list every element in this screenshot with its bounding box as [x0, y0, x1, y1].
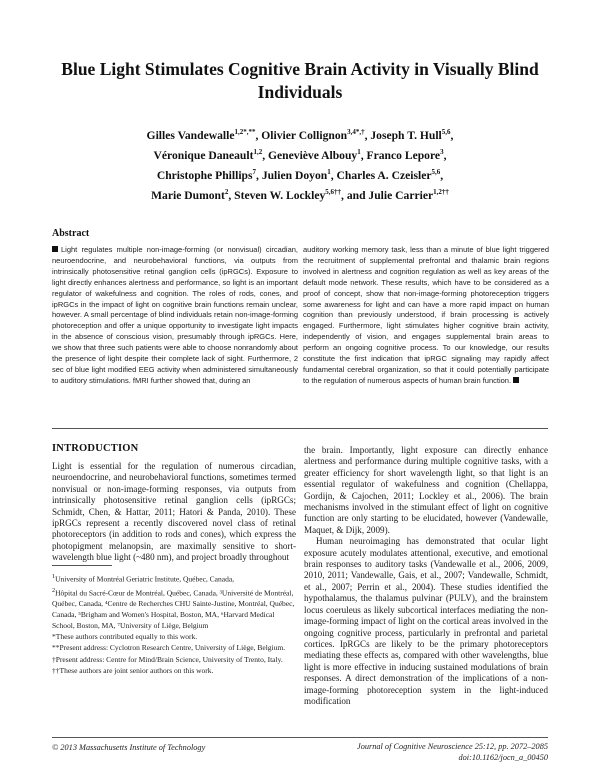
journal-name: Journal of Cognitive Neuroscience 25:12, pp. 2072–2085 — [357, 742, 548, 751]
author: Steven W. Lockley$^{5,6\dagger\dagger}$, — [234, 188, 347, 203]
abstract-left-column: Light regulates multiple non-image-forming (or nonvisual) circadian, neuroendocrine, and neurobehavioral functions, via outputs from intrinsically photosensitive retinal ganglion cells (ipRGCs). Exposure to light directly enhances alertness and performance, so light is an important regulator of wakefulness and cognition. The roles of rods, cones, and ipRGCs in the impact of light on cognitive brain functions remain unclear, however. A small percentage of blind individuals retain non-image-forming photoreception and offer a unique opportunity to investigate light impacts in the absence of conscious vision, presumably through ipRGCs. Here, we show that three such patients were able to choose nonrandomly about the presence of light despite their complete lack of sight. Furthermore, 2 sec of blue light modified EEG activity when administered simultaneously to auditory stimulations. fMRI further showed that, during an — [52, 245, 298, 385]
footer-divider — [52, 737, 548, 738]
abstract-heading: Abstract — [52, 228, 90, 239]
footnote: **Present address: Cyclotron Research Centre, University of Liège, Belgium. — [52, 643, 286, 653]
section-divider — [52, 428, 548, 429]
author: and Julie Carrier$^{1,2\dagger\dagger}$ — [346, 188, 449, 203]
author: Gilles Vandewalle$^{1,2*,**}$, — [146, 128, 262, 142]
author-list — [80, 124, 520, 204]
footnote-divider — [52, 565, 112, 566]
abstract-right-column: auditory working memory task, less than a minute of blue light triggered the recruitment of supplemental prefrontal and thalamic brain regions involved in alertness and cognition regulation as well as key areas of the default mode network. These results, which have to be considered as a proof of concept, show that non-image-forming photoreception triggers some awareness for light and can have a more rapid impact on human cognition than previously understood, if brain processing is actively engaged. Furthermore, light stimulates higher cognitive brain activity, independently of vision, and engages supplemental brain areas to perform an ongoing cognitive process. To our knowledge, our results constitute the first indication that ipRGC signaling may rapidly affect fundamental cerebral organization, so that it could potentially participate to the regulation of numerous aspects of human brain function. — [303, 245, 549, 385]
author: Marie Dumont$^2$, — [151, 188, 235, 203]
doi-text: doi:10.1162/jocn_a_00450 — [458, 753, 548, 762]
footnote: ††These authors are joint senior authors on this work. — [52, 665, 214, 675]
square-end-icon — [513, 377, 519, 383]
copyright-notice: © 2013 Massachusetts Institute of Technology — [52, 743, 206, 752]
author: Charles A. Czeisler$^{5,6}$, — [336, 168, 444, 182]
author: Olivier Collignon$^{3,4*,\dagger}$, — [261, 128, 371, 142]
introduction-right-column — [304, 445, 548, 707]
author: Véronique Daneault$^{1,2}$, — [153, 148, 269, 162]
author: Joseph T. Hull$^{5,6}$, — [370, 128, 454, 142]
footnote: †Present address: Centre for Mind/Brain Science, University of Trento, Italy. — [52, 654, 283, 664]
footnote: $^1$University of Montréal Geriatric Institute, Québec, Canada, — [52, 573, 235, 584]
author: Julien Doyon$^1$, — [261, 168, 337, 182]
paragraph: the brain. Importantly, light exposure can directly enhance alertness and performance during multiple cognitive tasks, with a greater efficiency for short wavelength light, so that light is an essential regulator of wakefulness and cognition (Chellappa, Gordijn, & Cajochen, 2011; Lockley et al., 2006). The brain mechanisms involved in the stimulant effect of light on cognitive function are only starting to be elucidated, however (Vandewalle, Maquet, & Dijk, 2009). — [304, 445, 548, 535]
affiliation-footnotes — [52, 572, 296, 677]
introduction-left-column — [52, 461, 296, 564]
paragraph: Light is essential for the regulation of numerous circadian, neuroendocrine, and neurobehavioral functions, sometimes termed nonvisual or non-image-forming responses, via outputs from intrinsically photosensitive retinal ganglion cells (ipRGCs; Schmidt, Chen, & Hattar, 2011; Hatori & Panda, 2010). These ipRGCs represent a recently discovered novel class of retinal photoreceptors (in addition to rods and cones), which express the photopigment melanopsin, are maximally sensitive to short-wavelength blue light (~480 nm), and project broadly throughout — [52, 461, 296, 563]
square-bullet-icon — [52, 246, 58, 252]
introduction-heading: INTRODUCTION — [52, 443, 139, 454]
journal-citation — [300, 741, 548, 763]
author: Franco Lepore$^3$, — [366, 148, 447, 162]
footnote: $^2$Hôpital du Sacré-Cœur de Montréal, Québec, Canada, ³Université de Montréal, Québec, Canada, ⁴Centre de Recherches CHU Sainte-Justine, Montréal, Québec, Canada, ⁵Brigham and Women's Hospital, Boston, MA, ⁶Harvard Medical School, Boston, MA, ⁷University of Liège, Belgium — [52, 586, 295, 630]
paper-title: Blue Light Stimulates Cognitive Brain Activity in Visually Blind Individuals — [61, 59, 539, 102]
paragraph: Human neuroimaging has demonstrated that ocular light exposure acutely modulates attentional, executive, and emotional brain responses to auditory tasks (Vandewalle et al., 2006, 2009, 2010, 2011; Vandewalle, Gais, et al., 2007; Vandewalle, Schmidt, et al., 2007; Perrin et al., 2004). These studies identified the hypothalamus, the thalamus pulvinar (PULV), and the brainstem locus coeruleus as likely subcortical interfaces mediating the non-image-forming impact of light on the cortical areas involved in the ongoing cognitive process, particularly in prefrontal and parietal cortices. IpRGCs are likely to be the primary photoreceptors mediating these effects as, compared with other wavelengths, blue light is more effective in inducing sustained modulations of brain responses. A direct demonstration of the implications of a non-image-forming photoreception system in the light-induced modification — [304, 536, 548, 706]
footnote: *These authors contributed equally to this work. — [52, 631, 198, 641]
author: Geneviève Albouy$^1$, — [268, 148, 367, 162]
author: Christophe Phillips$^7$, — [156, 168, 262, 182]
